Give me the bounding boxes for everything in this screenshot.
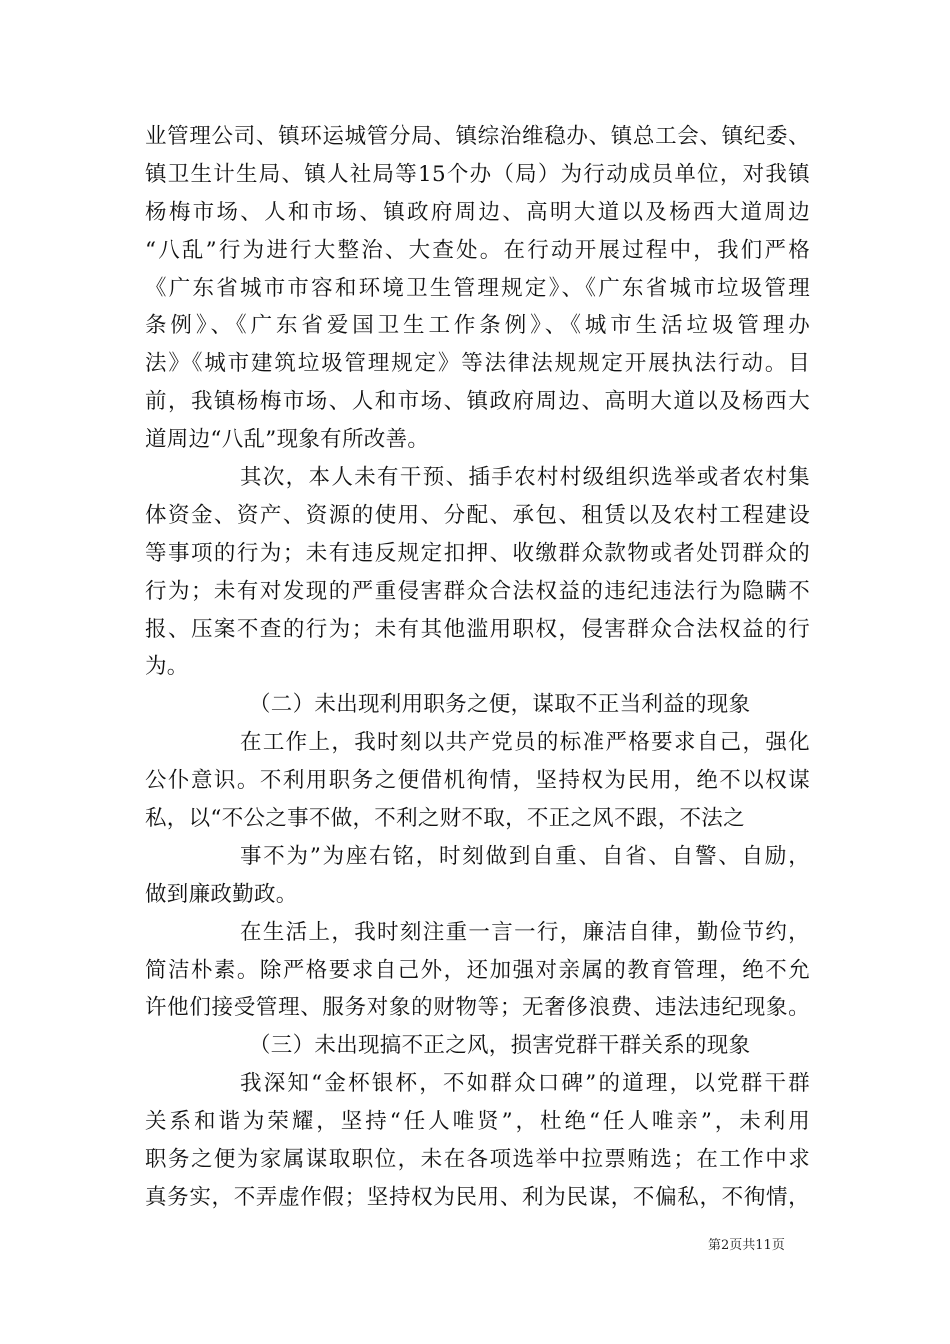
body-line: 公仆意识。不利用职务之便借机徇情，坚持权为民用，绝不以权谋 [145,768,810,794]
body-line: 为。 [145,654,189,680]
body-line: 杨梅市场、人和市场、镇政府周边、高明大道以及杨西大道周边 [145,199,810,225]
body-line: 私，以“不公之事不做，不利之财不取，不正之风不跟，不法之 [145,806,745,832]
body-line: “八乱”行为进行大整治、大查处。在行动开展过程中，我们严格 [145,237,810,263]
body-line: 关系和谐为荣耀，坚持“任人唯贤”，杜绝“任人唯亲”，未利用 [145,1109,810,1135]
body-line: 道周边“八乱”现象有所改善。 [145,427,430,453]
body-line: 镇卫生计生局、镇人社局等15个办（局）为行动成员单位，对我镇 [145,161,810,187]
body-line: 职务之便为家属谋取职位，未在各项选举中拉票贿选；在工作中求 [145,1147,810,1173]
body-line: 业管理公司、镇环运城管分局、镇综治维稳办、镇总工会、镇纪委、 [145,124,810,149]
paragraph-first-line: 我深知“金杯银杯，不如群众口碑”的道理，以党群干群 [240,1071,810,1097]
body-line: 许他们接受管理、服务对象的财物等；无奢侈浪费、违法违纪现象。 [145,995,810,1021]
body-line: 前，我镇杨梅市场、人和市场、镇政府周边、高明大道以及杨西大 [145,389,810,415]
body-line: 报、压案不查的行为；未有其他滥用职权，侵害群众合法权益的行 [145,616,810,642]
paragraph-first-line: 在生活上，我时刻注重一言一行，廉洁自律，勤俭节约， [240,919,810,945]
body-line: 《广东省城市市容和环境卫生管理规定》、《广东省城市垃圾管理 [145,275,810,301]
body-line: 条例》、《广东省爱国卫生工作条例》、《城市生活垃圾管理办 [145,313,810,339]
section-heading: （三）未出现搞不正之风，损害党群干群关系的现象 [249,1033,751,1059]
body-line: 行为；未有对发现的严重侵害群众合法权益的违纪违法行为隐瞒不 [145,578,810,604]
paragraph-first-line: 在工作上，我时刻以共产党员的标准严格要求自己，强化 [240,730,810,756]
body-line: 简洁朴素。除严格要求自己外，还加强对亲属的教育管理，绝不允 [145,957,810,983]
document-body [145,118,810,1217]
body-line: 真务实，不弄虚作假；坚持权为民用、利为民谋，不偏私，不徇情， [145,1184,810,1210]
page-number: 第2页共11页 [708,1238,785,1253]
paragraph-first-line: 事不为”为座右铭，时刻做到自重、自省、自警、自励， [240,843,810,869]
body-line: 做到廉政勤政。 [145,881,298,907]
body-line: 体资金、资产、资源的使用、分配、承包、租赁以及农村工程建设 [145,502,810,528]
body-line: 法》《城市建筑垃圾管理规定》等法律法规规定开展执法行动。目 [145,351,810,377]
body-line: 等事项的行为；未有违反规定扣押、收缴群众款物或者处罚群众的 [145,540,810,566]
section-heading: （二）未出现利用职务之便，谋取不正当利益的现象 [249,692,751,718]
paragraph-first-line: 其次，本人未有干预、插手农村村级组织选举或者农村集 [240,465,810,491]
